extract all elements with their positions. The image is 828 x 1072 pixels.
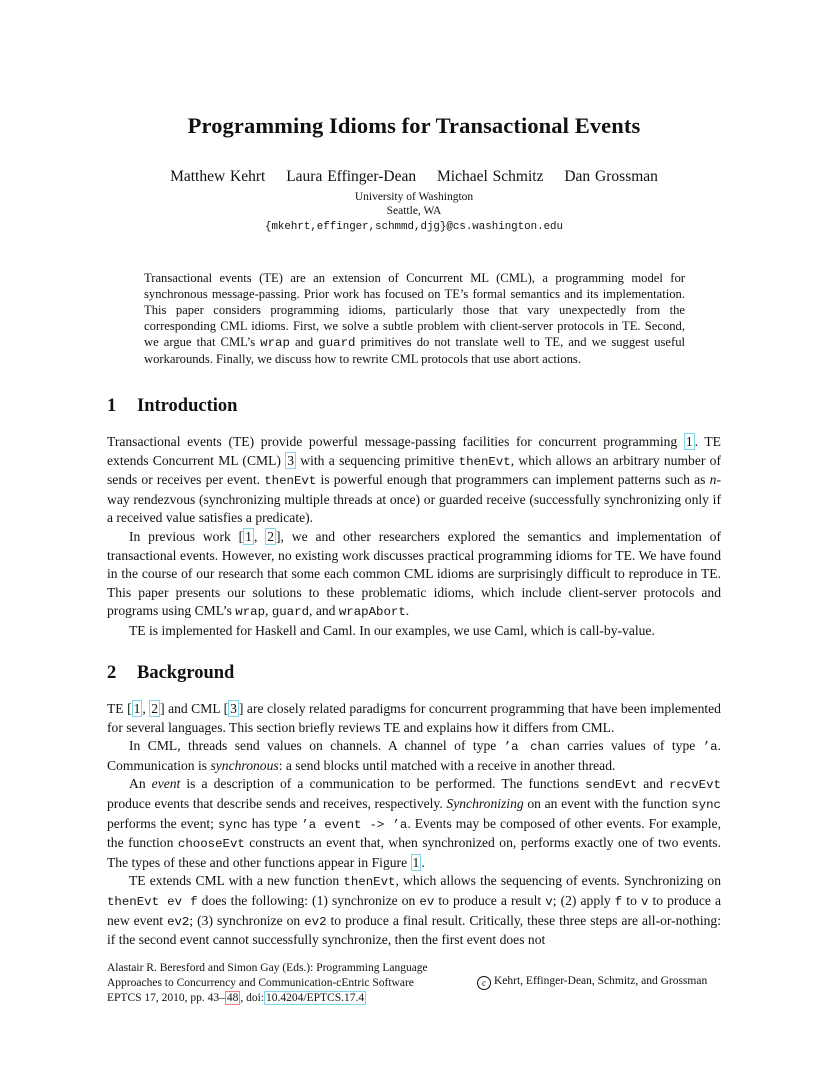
paper-title: Programming Idioms for Transactional Events — [187, 113, 641, 138]
author-name: Matthew Kehrt — [170, 168, 266, 185]
footer-line: Alastair R. Beresford and Simon Gay (Eds.): Programming Language — [107, 962, 428, 974]
publication-info — [107, 961, 467, 1006]
affiliation — [0, 190, 828, 218]
citation-link[interactable]: 3 — [230, 701, 237, 716]
author-name: Dan Grossman — [564, 168, 658, 185]
citation-link[interactable]: 2 — [267, 528, 274, 544]
institution: University of Washington — [354, 191, 474, 203]
author-list — [0, 168, 828, 186]
footer-line: Approaches to Concurrency and Communication-cEntric Software — [107, 977, 414, 989]
section-heading-background: 2 Background — [107, 663, 235, 683]
location: Seattle, WA — [386, 205, 442, 217]
citation-link[interactable]: 1 — [685, 434, 693, 449]
author-name: Michael Schmitz — [437, 168, 544, 185]
citation-link[interactable]: 1 — [133, 701, 141, 716]
section-heading-introduction: 1 Introduction — [107, 396, 238, 416]
citation-link[interactable]: 2 — [151, 701, 159, 716]
figure-link[interactable]: 1 — [412, 854, 420, 870]
doi-link[interactable]: 10.4204/EPTCS.17.4 — [266, 992, 365, 1004]
author-name: Laura Effinger-Dean — [286, 168, 417, 185]
page-end-link[interactable]: 48 — [226, 992, 239, 1004]
introduction-body: Transactional events (TE) provide powerful message-passing facilities for concurrent programming 1 . TE extends Concurrent ML (CML) 3 with a sequencing primitive thenEvt, which allows an arbitrary number of sends or receives per event. thenEvt is powerful enough that programmers can implement patterns such as n-way rendezvous (synchronizing multiple threads at once) or guarded receive (successfully synchronizing only if a received value satisfies a predicate). In previous work [ 1 , 2 ], we and other researchers explored the semantics and implementation of transactional events. However, no existing work discusses practical programming idioms for TE. We have found in the course of our research that some each common CML idioms are surprisingly difficult to reproduce in TE. This paper presents our solutions to these problematic idioms, which include client-server protocols and programs using CML’s wrap, guard, and wrapAbort. TE is implemented for Haskell and Caml. In our examples, we use Caml, which is call-by-value. — [107, 434, 721, 638]
citation-link[interactable]: 1 — [245, 528, 252, 544]
author-email: {mkehrt,effinger,schmmd,djg}@cs.washington.edu — [264, 221, 564, 233]
citation-link[interactable]: 3 — [287, 452, 295, 468]
copyright-notice: c Kehrt, Effinger-Dean, Schmitz, and Grossman — [477, 975, 707, 990]
copyright-icon: c — [477, 976, 491, 990]
footer-line: EPTCS 17, 2010, pp. 43– 48 , doi: 10.4204/EPTCS.17.4 — [107, 992, 365, 1004]
abstract: Transactional events (TE) are an extension of Concurrent ML (CML), a programming model for synchronous message-passing. Prior work has focused on TE’s formal semantics and its implementation. This paper considers programming idioms, particularly those that vary unexpectedly from the corresponding CML idioms. First, we solve a subtle problem with client-server protocols in TE. Second, we argue that CML’s wrap and guard primitives do not translate well to TE, and we suggest useful workarounds. Finally, we discuss how to rewrite CML protocols that use abort actions. — [144, 271, 685, 366]
background-body: TE [ 1 , 2 ] and CML [ 3 ] are closely related paradigms for concurrent programming that have been implemented for several languages. This section briefly reviews TE and explains how it differs from CML. In CML, threads send values on channels. A channel of type ’a chan carries values of type ’a. Communication is synchronous: a send blocks until matched with a receive in another thread. An event is a description of a communication to be performed. The functions sendEvt and recvEvt produce events that describe sends and receives, respectively. Synchronizing on an event with the function sync performs the event; sync has type ’a event -> ’a. Events may be composed of other events. For example, the function chooseEvt constructs an event that, when synchronized on, performs exactly one of two events. The types of these and other functions appear in Figure 1 . TE extends CML with a new function thenEvt, which allows the sequencing of events. Synchronizing on thenEvt ev f does the following: (1) synchronize on ev to produce a result v; (2) apply f to v to produce a new event ev2; (3) synchronize on ev2 to produce a final result. Critically, these three steps are all-or-nothing: if the second event cannot successfully synchronize, then the first event does not — [107, 701, 722, 948]
